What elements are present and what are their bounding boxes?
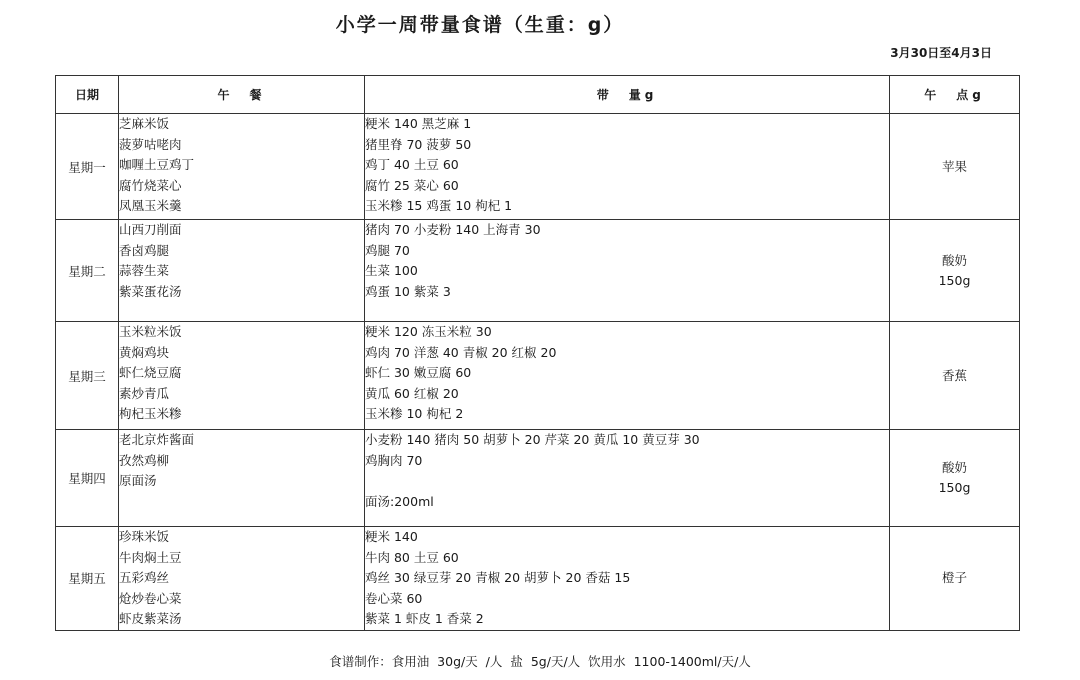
date-range: 3月30日至4月3日 xyxy=(890,46,992,60)
dish-item: 孜然鸡柳 xyxy=(119,452,170,468)
amounts-cell xyxy=(365,322,890,430)
dishes-cell xyxy=(119,322,365,430)
amount-item: 粳米 140 黑芝麻 1 xyxy=(365,116,472,131)
day-label: 星期五 xyxy=(56,527,119,631)
snack-item: 150g xyxy=(938,272,971,288)
dish-item: 五彩鸡丝 xyxy=(119,570,170,585)
amount-item: 生菜 100 xyxy=(365,263,418,278)
header-snack: 午 点g xyxy=(890,76,1020,114)
amount-item: 鸡丝 30 绿豆芽 20 青椒 20 胡萝卜 20 香菇 15 xyxy=(365,570,631,585)
page-title: 小学一周带量食谱（生重：g） xyxy=(335,14,625,36)
amount-item: 卷心菜 60 xyxy=(365,590,423,606)
snack-item: 酸奶 xyxy=(941,252,967,268)
day-label: 星期一 xyxy=(56,114,119,220)
dish-item: 腐竹烧菜心 xyxy=(119,177,182,193)
header-row xyxy=(56,76,1020,114)
snack-item: 酸奶 xyxy=(941,460,967,475)
amount-item: 牛肉 80 土豆 60 xyxy=(365,549,459,565)
amount-item: 面汤:200ml xyxy=(365,493,434,509)
dish-item: 牛肉焖土豆 xyxy=(119,549,182,565)
snack-cell xyxy=(890,220,1020,322)
day-row xyxy=(56,527,1020,631)
dishes-cell xyxy=(119,527,365,631)
amounts-cell xyxy=(365,220,890,322)
dishes-cell xyxy=(119,114,365,220)
amount-item: 虾仁 30 嫩豆腐 60 xyxy=(365,365,472,380)
snack-cell xyxy=(890,527,1020,631)
header-amounts: 带 量g xyxy=(365,76,890,114)
dish-item: 凤凰玉米羹 xyxy=(119,198,182,213)
dish-item: 玉米粒米饭 xyxy=(119,324,182,339)
dish-item: 珍珠米饭 xyxy=(119,529,170,544)
dish-item: 素炒青瓜 xyxy=(119,385,170,401)
day-row xyxy=(56,430,1020,527)
dish-item: 蒜蓉生菜 xyxy=(119,263,170,278)
amount-item: 猪肉 70 小麦粉 140 上海青 30 xyxy=(365,222,541,237)
snack-cell xyxy=(890,322,1020,430)
amount-item: 黄瓜 60 红椒 20 xyxy=(365,385,459,401)
dish-item: 原面汤 xyxy=(119,473,157,488)
amount-item: 玉米糁 15 鸡蛋 10 枸杞 1 xyxy=(365,198,513,213)
header-dishes: 午 餐 xyxy=(119,76,365,114)
amount-item: 腐竹 25 菜心 60 xyxy=(365,177,459,193)
menu-table xyxy=(55,75,1020,631)
dish-item: 紫菜蛋花汤 xyxy=(119,283,182,299)
dish-item: 芝麻米饭 xyxy=(119,116,170,131)
day-label: 星期三 xyxy=(56,322,119,430)
dishes-cell xyxy=(119,430,365,527)
amount-item: 紫菜 1 虾皮 1 香菜 2 xyxy=(365,611,484,626)
day-label: 星期二 xyxy=(56,220,119,322)
dish-item xyxy=(119,492,364,513)
dishes-cell xyxy=(119,220,365,322)
snack-item: 橙子 xyxy=(941,570,967,586)
amounts-cell xyxy=(365,527,890,631)
day-row xyxy=(56,114,1020,220)
dish-item: 菠萝咕咾肉 xyxy=(119,136,182,152)
dish-item: 虾皮紫菜汤 xyxy=(119,611,182,626)
amount-item: 鸡蛋 10 紫菜 3 xyxy=(365,283,451,299)
dish-item: 虾仁烧豆腐 xyxy=(119,365,182,380)
snack-cell xyxy=(890,430,1020,527)
amount-item: 鸡胸肉 70 xyxy=(365,452,423,468)
amount-item: 粳米 120 冻玉米粒 30 xyxy=(365,324,492,339)
dish-item: 枸杞玉米糁 xyxy=(119,406,182,421)
amount-item: 玉米糁 10 枸杞 2 xyxy=(365,406,464,421)
snack-item: 苹果 xyxy=(941,158,967,174)
amount-item: 鸡丁 40 土豆 60 xyxy=(365,157,459,172)
amount-item: 小麦粉 140 猪肉 50 胡萝卜 20 芹菜 20 黄瓜 10 黄豆芽 30 xyxy=(365,432,700,447)
dish-item: 山西刀削面 xyxy=(119,222,182,237)
dish-item: 香卤鸡腿 xyxy=(119,242,170,258)
dish-item: 老北京炸酱面 xyxy=(119,432,195,447)
dish-item: 咖喱土豆鸡丁 xyxy=(119,157,195,172)
dish-item: 炝炒卷心菜 xyxy=(119,590,182,606)
amounts-cell xyxy=(365,430,890,527)
snack-item: 香蕉 xyxy=(941,367,967,383)
day-row xyxy=(56,220,1020,322)
menu-body xyxy=(56,114,1020,631)
dish-item: 黄焖鸡块 xyxy=(119,344,170,360)
snack-item: 150g xyxy=(938,480,971,495)
footer-note: 食谱制作：食用油 30g/天 /人 盐 5g/天/人 饮用水 1100-1400ml/天/人 xyxy=(329,654,751,669)
amount-item: 鸡肉 70 洋葱 40 青椒 20 红椒 20 xyxy=(365,344,557,360)
amounts-cell xyxy=(365,114,890,220)
header-day: 日期 xyxy=(56,76,119,114)
amount-item xyxy=(365,471,889,492)
snack-cell xyxy=(890,114,1020,220)
amount-item: 鸡腿 70 xyxy=(365,242,410,258)
amount-item: 猪里脊 70 菠萝 50 xyxy=(365,136,472,152)
day-row xyxy=(56,322,1020,430)
day-label: 星期四 xyxy=(56,430,119,527)
amount-item: 粳米 140 xyxy=(365,529,418,544)
